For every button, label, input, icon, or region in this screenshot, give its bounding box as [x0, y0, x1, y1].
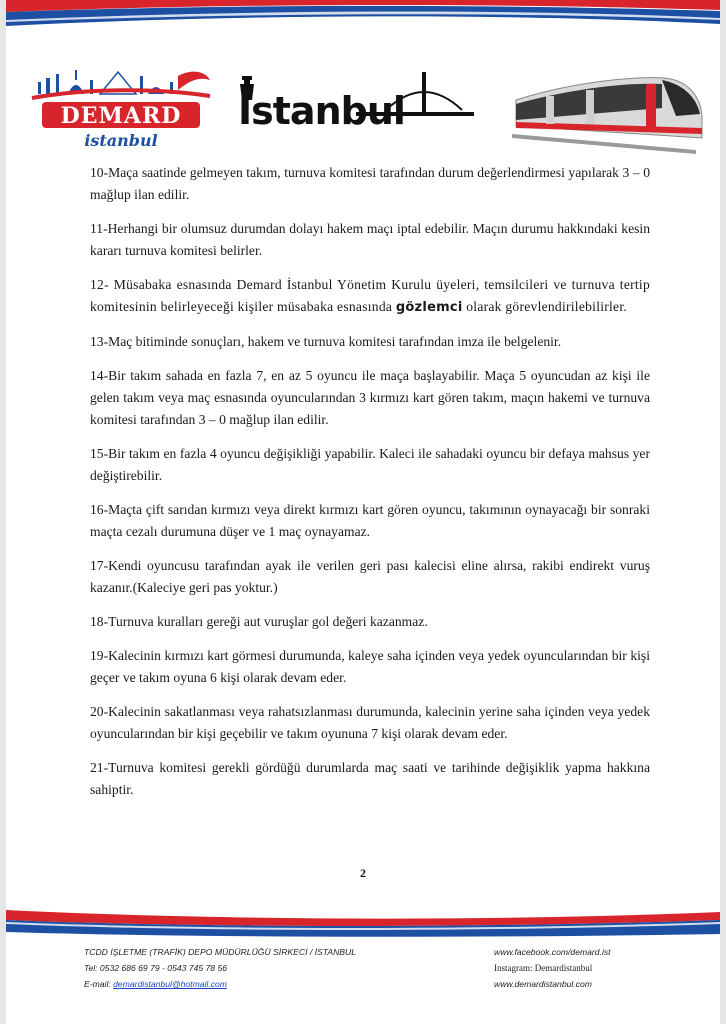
footer-contact	[84, 944, 414, 992]
footer-website[interactable]: www.demardistanbul.com	[494, 979, 592, 989]
istanbul-logo-text: İstanbul	[238, 89, 405, 130]
rule-10: 10-Maça saatinde gelmeyen takım, turnuva komitesi tarafından durum değerlendirmesi yapılarak 3 – 0 mağlup ilan edilir.	[90, 165, 650, 202]
top-decorative-band	[6, 0, 720, 34]
train-image	[506, 64, 706, 156]
footer-email-link[interactable]: demardistanbul@hotmail.com	[113, 979, 227, 989]
demard-logo	[28, 62, 214, 152]
footer-instagram: Instagram: Demardistanbul	[494, 963, 593, 973]
rule-12-bold: gözlemci	[395, 300, 463, 315]
footer-social	[494, 944, 674, 992]
rule-12-after: olarak görevlendirilebilirler.	[462, 299, 628, 314]
rule-12	[90, 274, 650, 319]
rule-18: 18-Turnuva kuralları gereği aut vuruşlar gol değeri kazanmaz.	[90, 614, 428, 629]
page-number: 2	[360, 866, 366, 880]
rules-text	[90, 162, 650, 813]
rule-20: 20-Kalecinin sakatlanması veya rahatsızlanması durumunda, kalecinin yerine saha içinden veya yedek oyuncularından bir kişi geçebilir ve takım oyununa 7 kişi olarak devam eder.	[90, 704, 650, 741]
rule-19: 19-Kalecinin kırmızı kart görmesi durumunda, kaleye saha içinden veya yedek oyuncularından bir kişi geçer ve takım oyuna 6 kişi olarak devam eder.	[90, 648, 650, 685]
demard-logo-text: DEMARD	[60, 103, 182, 129]
bottom-decorative-band	[6, 906, 720, 940]
rule-15: 15-Bir takım en fazla 4 oyuncu değişikliği yapabilir. Kaleci ile sahadaki oyuncu bir defaya mahsus yer değiştirebilir.	[90, 446, 650, 483]
rule-16: 16-Maçta çift sarıdan kırmızı veya direkt kırmızı kart gören oyuncu, takımının oynayacağı bir sonraki maçta cezalı durumuna düşer ve 1 maç oynayamaz.	[90, 502, 650, 539]
rule-21: 21-Turnuva komitesi gerekli gördüğü durumlarda maç saati ve tarihinde değişiklik yapma hakkına sahiptir.	[90, 760, 650, 797]
footer-email-line	[84, 976, 414, 992]
footer-email-label: E-mail:	[84, 979, 114, 989]
rule-17: 17-Kendi oyuncusu tarafından ayak ile verilen geri pası kalecisi eline alırsa, rakibi endirekt vuruş kazanır.(Kaleciye geri pas yoktur.)	[90, 558, 650, 595]
demard-logo-city: istanbul	[84, 131, 158, 150]
rule-13: 13-Maç bitiminde sonuçları, hakem ve turnuva komitesi tarafından imza ile belgelenir.	[90, 334, 562, 349]
istanbul-logo	[236, 70, 476, 130]
rule-12-before: 12- Müsabaka esnasında Demard İstanbul Yönetim Kurulu üyeleri, temsilcileri ve turnuva tertip komitesinin belirleyeceği kişiler müsabaka esnasında	[90, 277, 650, 314]
rule-11: 11-Herhangi bir olumsuz durumdan dolayı hakem maçı iptal edebilir. Maçın durumu hakkındaki kesin kararı turnuva komitesi belirler.	[90, 221, 650, 258]
footer-facebook[interactable]: www.facebook.com/demard.ist	[494, 947, 611, 957]
rule-14: 14-Bir takım sahada en fazla 7, en az 5 oyuncu ile maça başlayabilir. Maça 5 oyuncudan az kişi ile gelen takım veya maç esnasında oyuncularından 3 kırmızı kart gören takım, maçın hakemi ve turnuva komitesi tarafından 3 – 0 mağlup ilan edilir.	[90, 368, 650, 427]
footer-phone: Tel: 0532 686 69 79 - 0543 745 78 56	[84, 963, 228, 973]
header	[6, 56, 720, 156]
document-page	[6, 0, 720, 1024]
footer-address: TCDD İŞLETME (TRAFİK) DEPO MÜDÜRLÜĞÜ SİRKECİ / İSTANBUL	[84, 947, 357, 957]
